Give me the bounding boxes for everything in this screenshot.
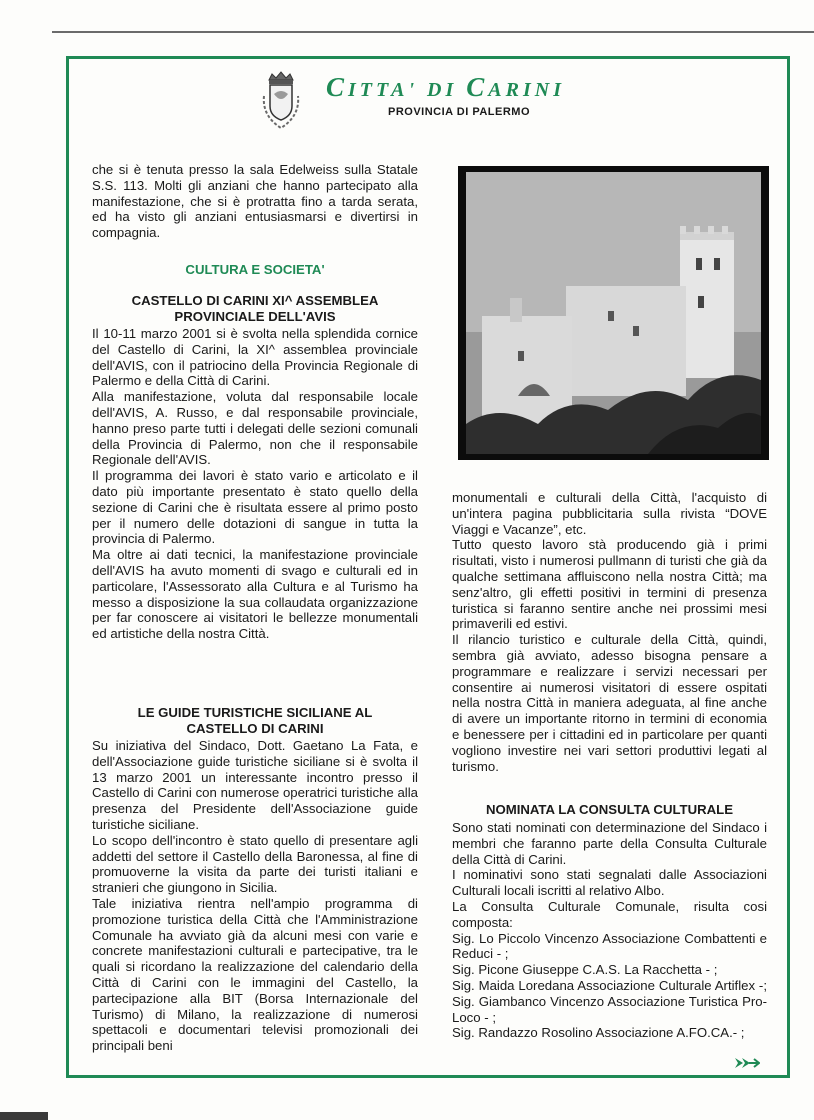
- member-item: Sig. Randazzo Rosolino Associazione A.FO.CA.- ;: [452, 1025, 745, 1041]
- article-guide-body: Su iniziativa del Sindaco, Dott. Gaetano La Fata, e dell'Associazione guide turistiche siciliane si è svolta il 13 marzo 2001 un interessante incontro presso il Castello di Carini con numerose operatrici turistiche alla presenza del Presidente dell'Associazione guide turistiche siciliane. Lo scopo dell'incontro è stato quello di presentare agli addetti del settore il Castello della Baronessa, al fine di promuoverne la visita da parte dei turisti italiani e stranieri che giungono in Sicilia. Tale iniziativa rientra nell'ampio programma di promozione turistica della Città che l'Amministrazione Comunale ha avviato già da alcuni mesi con varie e concrete manifestazioni culturali e partecipative, tra le quali si ricordano la realizzazione del calendario della Città di Carini con le immagini del Castello, la partecipazione alla BIT (Borsa Internazionale del Turismo) di Milano, la realizzazione di numerosi spettacoli e documentari televisi promozionali dei principali beni: [92, 738, 418, 1054]
- member-item: Sig. Maida Loredana Associazione Culturale Artiflex -; Sig. Giambanco Vincenzo Associazione Turistica Pro-Loco - ;: [452, 977, 767, 1025]
- right-column-body: monumentali e culturali della Città, l'acquisto di un'intera pagina pubblicitaria sulla rivista “DOVE Viaggi e Vacanze”, etc. Tutto questo lavoro stà producendo già i primi risultati, visto i numerosi pullmann di turisti che già da qualche settimana affluiscono nella nostra Città; ma senz'altro, gli effetti positivi in termini di presenza turistica si faranno sentire anche nei prossimi mesi primaverili ed estivi. Il rilancio turistico e culturale della Città, quindi, sembra già avviato, adesso bisogna pensare a programmare e realizzare i servizi necessari per consentire ai numerosi visitatori di essere ospitati nella nostra Città in maniera adeguata, al fine anche di avere un importante ritorno in termini di economia e benessere per i cittadini ed in particolare per quanti vogliono investire nei vari settori produttivi legati al turismo.: [452, 490, 767, 774]
- scan-edge-mark: [0, 1112, 48, 1120]
- member-item: Sig. Lo Piccolo Vincenzo Associazione Combattenti e Reduci - ;: [452, 930, 767, 962]
- continue-arrow-icon: [734, 1056, 760, 1070]
- intro-paragraph: che si è tenuta presso la sala Edelweiss sulla Statale S.S. 113. Molti gli anziani che hanno partecipato alla manifestazione, che si è protratta fino a tarda serata, ed ha visto gli anziani entusiasmarsi e divertirsi in compagnia.: [92, 162, 418, 241]
- castle-photo: [458, 166, 769, 460]
- section-title: CULTURA E SOCIETA': [185, 262, 325, 277]
- coat-of-arms-icon: [260, 70, 302, 134]
- top-rule: [52, 31, 814, 33]
- article-avis-body: Il 10-11 marzo 2001 si è svolta nella splendida cornice del Castello di Carini, la XI^ assemblea provinciale dell'AVIS, con il patriocino della Provincia Regionale di Palermo e della Città di Carini. Alla manifestazione, voluta dal responsabile locale dell'AVIS, A. Russo, e dal responsabile provinciale, hanno preso parte tutti i delegati delle sezioni comunali della Provincia di Palermo, non che il responsabile Regionale dell'AVIS. Il programma dei lavori è stato vario e articolato e il dato più importante presentato è stato quello della sezione di Carini che è risultata essere al primo posto per il numero delle dotazioni di sangue in tutta la provincia di Palermo. Ma oltre ai dati tecnici, la manifestazione provinciale dell'AVIS ha avuto momenti di svago e culturali ed in particolare, l'Assessorato alla Cultura e al Turismo ha messo a disposizione la sua collaudata organizzazione per far conoscere ai visitatori le bellezze monumentali ed artistiche della nostra Città.: [92, 326, 418, 642]
- article-consulta-title: NOMINATA LA CONSULTA CULTURALE: [485, 802, 734, 817]
- member-item: Sig. Picone Giuseppe C.A.S. La Racchetta - ;: [452, 962, 718, 978]
- article-avis-title: CASTELLO DI CARINI XI^ ASSEMBLEA PROVINCIALE DELL'AVIS: [131, 293, 379, 324]
- article-guide-title: LE GUIDE TURISTICHE SICILIANE AL CASTELLO DI CARINI: [137, 705, 373, 736]
- province-subtitle: PROVINCIA DI PALERMO: [388, 106, 531, 118]
- article-consulta-body: Sono stati nominati con determinazione del Sindaco i membri che faranno parte della Consulta Culturale della Città di Carini. I nominativi sono stati segnalati dalle Associazioni Culturali locali iscritti al relativo Albo. La Consulta Culturale Comunale, risulta cosi composta: Sig. Lo Piccolo Vincenzo Associazione Combattenti e Reduci - ; Sig. Picone Giuseppe C.A.S. La Racchetta - ; Sig. Maida Loredana Associazione Culturale Artiflex -; Sig. Giambanco Vincenzo Associazione Turistica Pro-Loco - ; Sig. Randazzo Rosolino Associazione A.FO.CA.- ;: [452, 820, 767, 1041]
- city-title: CITTA' DI CARINI: [326, 72, 565, 102]
